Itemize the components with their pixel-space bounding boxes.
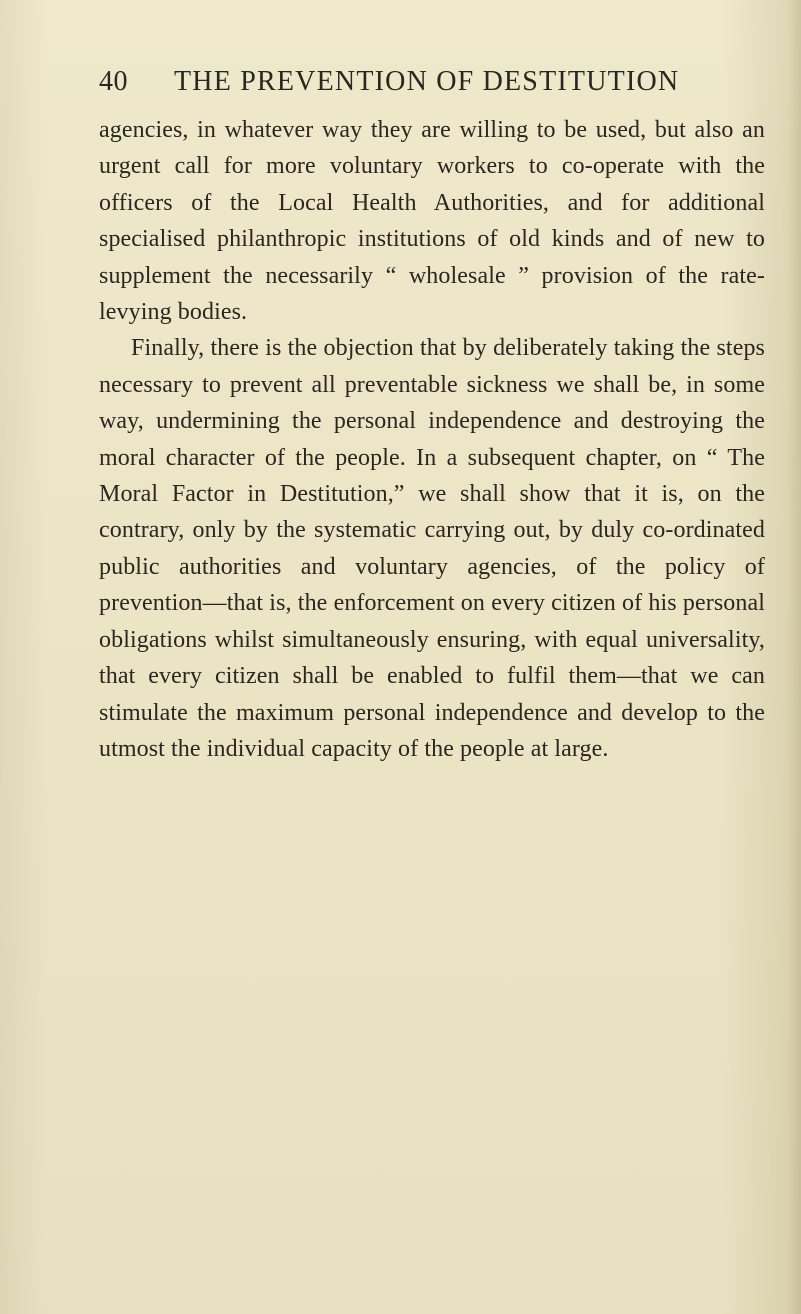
running-title: THE PREVENTION OF DESTITUTION (174, 66, 680, 97)
page-number: 40 (99, 66, 128, 97)
body-text (99, 112, 765, 767)
paragraph-continued: agencies, in whatever way they are willing to be used, but also an urgent call for more voluntary workers to co-operate with the officers of the Local Health Authorities, and for additional specialised philanthropic institutions of old kinds and of new to supplement the necessarily “ wholesale ” provision of the rate-levying bodies. (99, 117, 765, 326)
page-edge-shadow (787, 0, 801, 1314)
paragraph-finally: Finally, there is the objection that by deliberately taking the steps necessary to prevent all preventable sickness we shall be, in some way, undermining the personal independence and destroying the moral character of the people. In a subsequent chapter, on “ The Moral Factor in Destitution,” we shall show that it is, on the contrary, only by the systematic carrying out, by duly co-ordinated public authorities and voluntary agencies, of the policy of prevention—that is, the enforcement on every citizen of his personal obligations whilst simultaneously ensuring, with equal universality, that every citizen shall be enabled to fulfil them—that we can stimulate the maximum personal independence and develop to the utmost the individual capacity of the people at large. (99, 335, 765, 762)
